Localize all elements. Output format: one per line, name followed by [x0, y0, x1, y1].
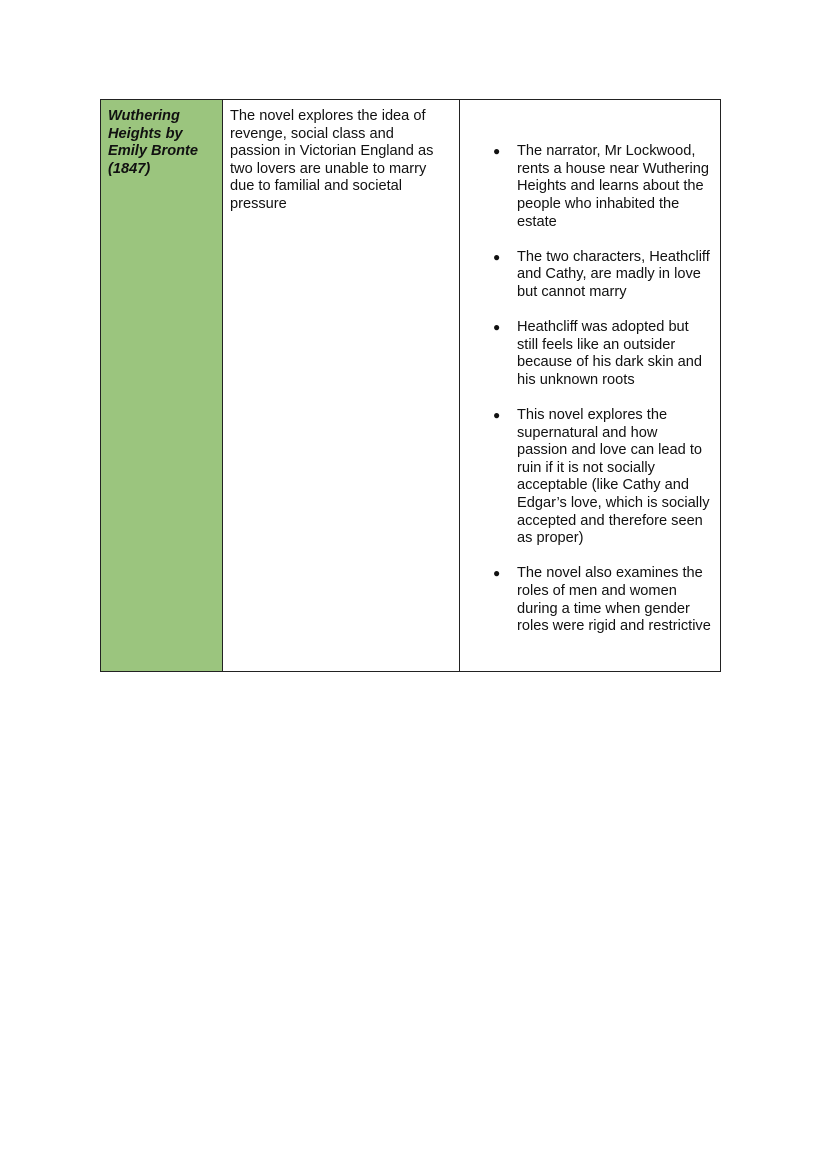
- list-item: [493, 407, 713, 548]
- list-item: [493, 248, 713, 302]
- list-item-text: This novel explores the supernatural and how passion and love can lead to ruin if it is not socially acceptable (like Cathy and Edgar’s love, which is socially accepted and therefore seen as proper): [517, 407, 710, 547]
- novel-title-cell: Wuthering Heights by Emily Bronte (1847): [101, 100, 223, 672]
- bullet-icon: ●: [493, 408, 501, 423]
- bullet-icon: ●: [493, 249, 501, 264]
- novel-summary-cell: The novel explores the idea of revenge, social class and passion in Victorian England as two lovers are unable to marry due to familial and societal pressure: [223, 100, 460, 672]
- novel-points-cell: [460, 100, 721, 672]
- list-item: [493, 565, 713, 635]
- novel-table: [100, 99, 721, 672]
- list-item: [493, 319, 713, 389]
- list-item-text: The two characters, Heathcliff and Cathy, are madly in love but cannot marry: [517, 248, 710, 300]
- list-item-text: Heathcliff was adopted but still feels like an outsider because of his dark skin and his unknown roots: [517, 319, 702, 388]
- list-item: [493, 143, 713, 231]
- bullet-icon: ●: [493, 144, 501, 159]
- key-points-list: [460, 126, 713, 654]
- table-row: [101, 100, 721, 672]
- list-item-text: The novel also examines the roles of men and women during a time when gender roles were rigid and restrictive: [517, 565, 711, 635]
- bullet-icon: ●: [493, 566, 501, 581]
- bullet-icon: ●: [493, 320, 501, 335]
- list-item-text: The narrator, Mr Lockwood, rents a house near Wuthering Heights and learns about the people who inhabited the estate: [517, 143, 709, 230]
